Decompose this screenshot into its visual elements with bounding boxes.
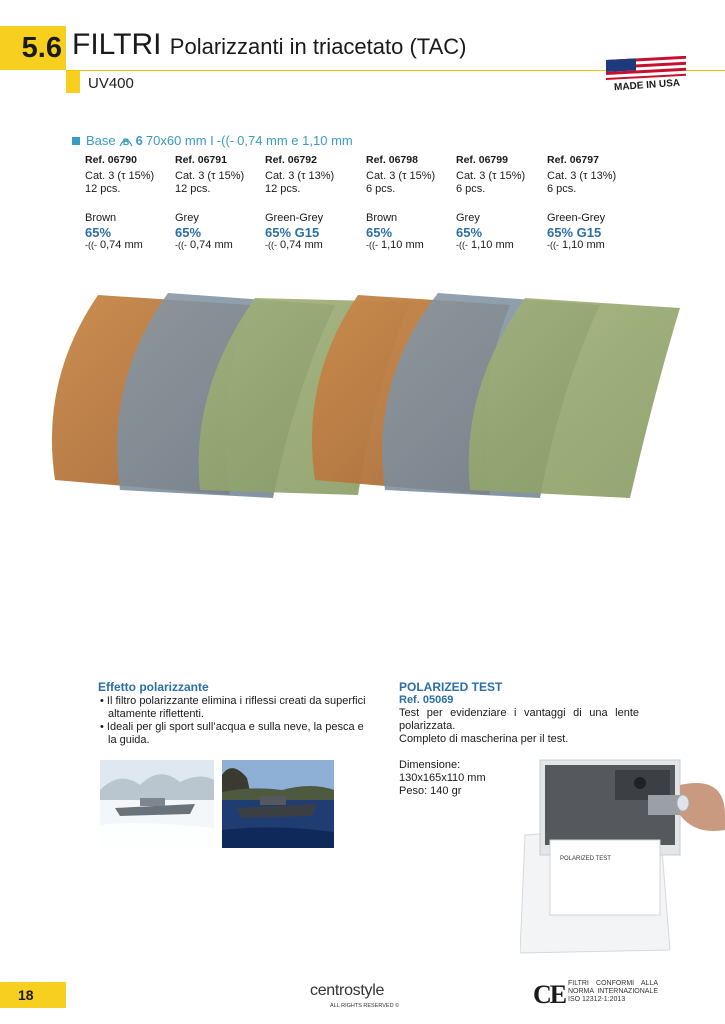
polarized-tester-image	[520, 755, 725, 955]
title-main: FILTRI	[72, 28, 162, 61]
page-number: 18	[18, 987, 34, 1003]
product-polarization: 65% G15	[547, 225, 602, 240]
product-category: Cat. 3 (τ 15%)	[175, 170, 245, 182]
bullet-square-icon	[72, 137, 80, 145]
product-category: Cat. 3 (τ 15%)	[85, 170, 155, 182]
polarized-test-title: POLARIZED TEST	[399, 680, 503, 694]
product-pieces: 6 pcs.	[366, 183, 396, 195]
uv-tag: UV400	[88, 75, 134, 92]
product-color: Grey	[175, 212, 199, 224]
product-category: Cat. 3 (τ 15%)	[366, 170, 436, 182]
photo-without-filter	[100, 760, 214, 848]
polarized-test-ref: Ref. 05069	[399, 694, 454, 706]
centrostyle-logo: centrostyle	[310, 982, 385, 999]
ce-mark: CE	[533, 980, 566, 1009]
list-item: • Ideali per gli sport sull’acqua e sulla neve, la pesca e la guida.	[98, 721, 368, 747]
product-ref: Ref. 06798	[366, 154, 418, 166]
product-column	[456, 154, 525, 252]
weight-value: Peso: 140 gr	[399, 785, 462, 797]
product-category: Cat. 3 (τ 15%)	[456, 170, 526, 182]
base-spec-line	[72, 133, 353, 148]
product-pieces: 12 pcs.	[85, 183, 121, 195]
product-thickness-row	[547, 239, 616, 252]
tester-card-label: POLARIZED TEST	[560, 856, 611, 862]
product-thickness: 0,74 mm	[100, 239, 143, 251]
polarized-test-desc: Test per evidenziare i vantaggi di una lente polarizzata.	[399, 707, 639, 732]
lens-sheets-image	[40, 290, 700, 510]
base-thickness: 0,74 mm e 1,10 mm	[237, 133, 353, 148]
product-ref: Ref. 06797	[547, 154, 599, 166]
product-column	[366, 154, 435, 252]
thickness-icon: -((-	[265, 240, 277, 250]
base-prefix: Base	[86, 133, 116, 148]
product-ref: Ref. 06790	[85, 154, 137, 166]
thickness-icon: -((-	[456, 240, 468, 250]
product-polarization: 65%	[85, 225, 112, 240]
product-polarization: 65% G15	[265, 225, 320, 240]
product-pieces: 12 pcs.	[175, 183, 211, 195]
effect-list	[98, 695, 368, 747]
thickness-icon: -((-	[175, 240, 187, 250]
product-thickness-row	[265, 239, 334, 252]
effect-title: Effetto polarizzante	[98, 680, 209, 694]
photo-with-filter	[222, 760, 334, 848]
product-ref: Ref. 06791	[175, 154, 227, 166]
made-in-usa-label: MADE IN USA	[613, 77, 681, 94]
product-column	[265, 154, 334, 252]
product-color: Green-Grey	[265, 212, 324, 224]
product-thickness: 1,10 mm	[562, 239, 605, 251]
product-ref: Ref. 06792	[265, 154, 317, 166]
dimension-label: Dimensione:	[399, 759, 461, 771]
product-thickness: 0,74 mm	[280, 239, 323, 251]
page-title	[72, 28, 467, 62]
product-color: Grey	[456, 212, 480, 224]
product-column	[547, 154, 616, 252]
product-thickness-row	[366, 239, 435, 252]
thickness-icon: -((-	[366, 240, 378, 250]
product-thickness: 1,10 mm	[471, 239, 514, 251]
product-color: Green-Grey	[547, 212, 606, 224]
uv-tab-marker	[66, 71, 80, 93]
rights-reserved: ALL RIGHTS RESERVED ©	[330, 1003, 400, 1009]
product-pieces: 6 pcs.	[456, 183, 486, 195]
usa-flag-icon	[606, 56, 686, 80]
product-category: Cat. 3 (τ 13%)	[265, 170, 335, 182]
product-category: Cat. 3 (τ 13%)	[547, 170, 617, 182]
thickness-icon: -((-	[547, 240, 559, 250]
product-polarization: 65%	[366, 225, 393, 240]
base-icon-letter: B	[122, 136, 129, 147]
thickness-icon: -((-	[85, 240, 97, 250]
product-pieces: 6 pcs.	[547, 183, 577, 195]
product-thickness-row	[85, 239, 154, 252]
product-polarization: 65%	[456, 225, 483, 240]
base-size: 70x60 mm I	[145, 133, 214, 148]
section-number: 5.6	[21, 31, 62, 64]
title-subtitle: Polarizzanti in triacetato (TAC)	[169, 34, 467, 59]
polarized-test-desc2: Completo di mascherina per il test.	[399, 733, 569, 745]
product-ref: Ref. 06799	[456, 154, 508, 166]
product-color: Brown	[366, 212, 398, 224]
base-curve-icon	[119, 134, 133, 148]
product-column	[175, 154, 244, 252]
product-column	[85, 154, 154, 252]
list-item: • Il filtro polarizzante elimina i riflessi creati da superfici altamente riflettenti.	[98, 695, 368, 721]
product-polarization: 65%	[175, 225, 202, 240]
norm-compliance-text: FILTRI CONFORMI ALLA NORMA INTERNAZIONALE ISO 12312-1:2013	[568, 980, 658, 1003]
product-pieces: 12 pcs.	[265, 183, 301, 195]
base-value: 6	[135, 133, 143, 148]
dimension-value: 130x165x110 mm	[399, 772, 486, 784]
product-thickness: 1,10 mm	[381, 239, 424, 251]
product-color: Brown	[85, 212, 117, 224]
product-thickness-row	[175, 239, 244, 252]
thickness-icon: -((-	[216, 133, 235, 148]
product-thickness: 0,74 mm	[190, 239, 233, 251]
product-thickness-row	[456, 239, 525, 252]
